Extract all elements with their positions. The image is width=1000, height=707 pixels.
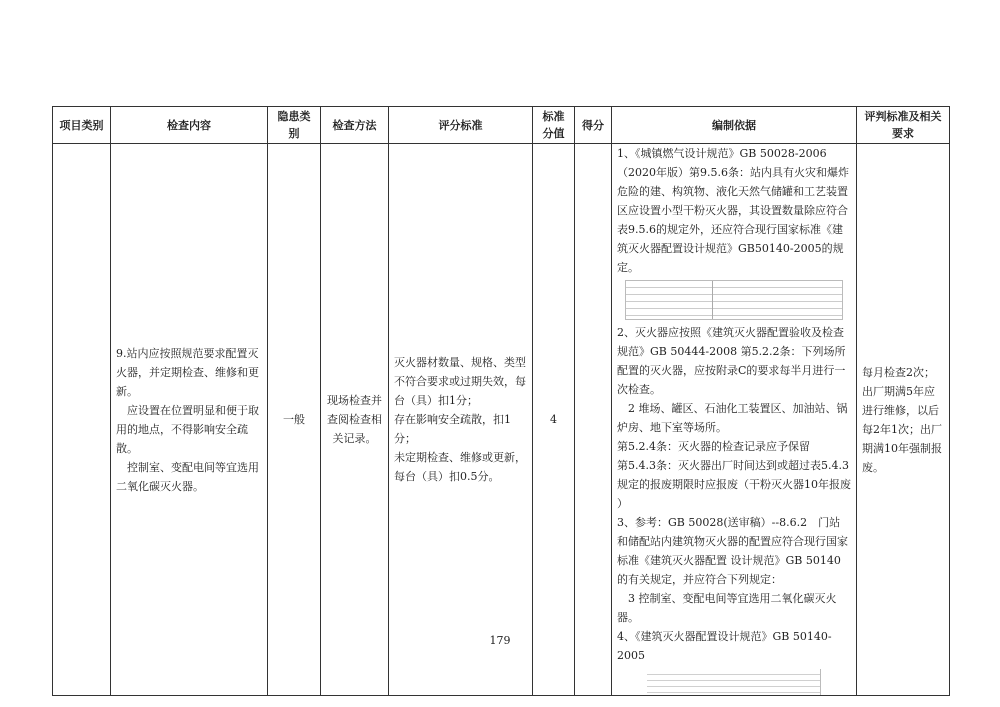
- cell-hazard-level: 一般: [268, 144, 321, 696]
- header-score: 得分: [575, 107, 612, 144]
- content-line: 9.站内应按照规范要求配置灭火器，并定期检查、维修和更新。: [116, 346, 259, 398]
- cell-content: [111, 144, 268, 696]
- basis-item: 2 堆场、罐区、石油化工装置区、加油站、锅炉房、地下室等场所。: [617, 402, 848, 434]
- cell-method: 现场检查并查阅检查相关记录。: [321, 144, 389, 696]
- content-line: 应设置在位置明显和便于取用的地点，不得影响安全疏散。: [116, 403, 259, 455]
- basis-item: 3 控制室、变配电间等宜选用二氧化碳灭火器。: [617, 592, 837, 624]
- embedded-table-image: [647, 669, 821, 695]
- header-content: 检查内容: [111, 107, 268, 144]
- header-basis: 编制依据: [612, 107, 857, 144]
- cell-basis: [612, 144, 857, 696]
- basis-item: 1、《城镇燃气设计规范》GB 50028-2006（2020年版）第9.5.6条：站内具有火灾和爆炸危险的建、构筑物、液化天然气储罐和工艺装置区应设置小型干粉灭火器，其设置数量除应符合表9.5.6的规定外，还应符合现行国家标准《建筑灭火器配置设计规范》GB50140-2005的规定。: [617, 147, 849, 274]
- cell-category: [53, 144, 111, 696]
- header-row: [53, 107, 950, 144]
- header-category: 项目类别: [53, 107, 111, 144]
- scoring-line: 未定期检查、维修或更新，每台（具）扣0.5分。: [394, 451, 526, 483]
- header-requirements: 评判标准及相关要求: [857, 107, 950, 144]
- page-number: 179: [489, 634, 511, 647]
- cell-score: [575, 144, 612, 696]
- table-row: [53, 144, 950, 696]
- inspection-table: [52, 106, 950, 696]
- basis-item: 第5.4.3条：灭火器出厂时间达到或超过表5.4.3规定的报废期限时应报废（干粉灭火器10年报废 ）: [617, 459, 851, 510]
- cell-requirements: 每月检查2次；出厂期满5年应进行维修，以后每2年1次；出厂期满10年强制报废。: [857, 144, 950, 696]
- basis-item: 3、参考：GB 50028(送审稿）--8.6.2 门站和储配站内建筑物灭火器的配置应符合现行国家标准《建筑灭火器配置 设计规范》GB 50140的有关规定，并应符合下列规定：: [617, 516, 848, 586]
- header-hazard: 隐患类别: [268, 107, 321, 144]
- header-method: 检查方法: [321, 107, 389, 144]
- cell-standard-score: 4: [533, 144, 575, 696]
- embedded-table-image: [625, 280, 843, 320]
- scoring-line: 灭火器材数量、规格、类型不符合要求或过期失效，每台（具）扣1分；: [394, 356, 526, 407]
- basis-item: 4、《建筑灭火器配置设计规范》GB 50140-2005: [617, 630, 832, 662]
- content-line: 控制室、变配电间等宜选用二氧化碳灭火器。: [116, 460, 259, 493]
- basis-item: 第5.2.4条：灭火器的检查记录应予保留: [617, 440, 810, 453]
- scoring-line: 存在影响安全疏散，扣1分；: [394, 413, 511, 445]
- header-standard-score: 标准分值: [533, 107, 575, 144]
- basis-item: 2、灭火器应按照《建筑灭火器配置验收及检查规范》GB 50444-2008 第5.2.2条：下列场所配置的灭火器，应按附录C的要求每半月进行一次检查。: [617, 326, 846, 396]
- header-scoring: 评分标准: [389, 107, 533, 144]
- cell-scoring: [389, 144, 533, 696]
